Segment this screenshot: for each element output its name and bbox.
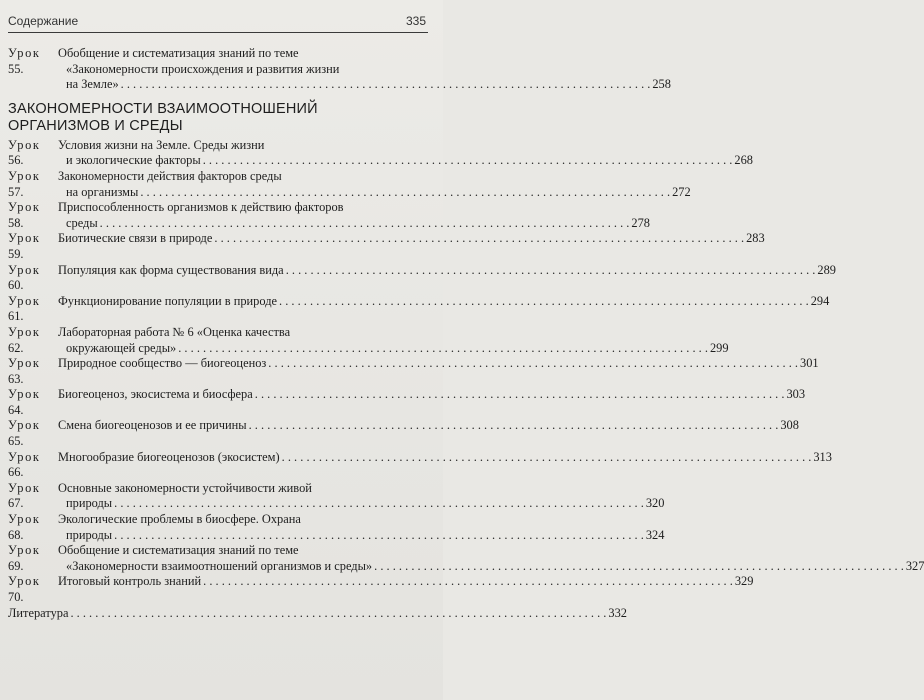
entry-title-last-line [58,559,924,575]
lesson-word: Урок [8,449,41,464]
lesson-label [8,294,58,325]
entry-title-line: Закономерности действия факторов среды [58,168,282,183]
entry-title-last-line [58,341,729,357]
entry-title-last-line [58,528,664,544]
lesson-number: 56. [8,153,24,168]
lesson-number: 66. [8,465,24,480]
dot-leader [282,450,812,466]
lesson-label [8,356,58,387]
entry-title [58,387,805,418]
entry-title-last-line [58,216,650,232]
entry-title [58,294,829,325]
entry-title-line: Экологические проблемы в биосфере. Охрана [58,512,301,527]
entry-title-line: Биогеоценоз, экосистема и биосфера [58,387,253,402]
lesson-number: 70. [8,590,24,604]
page-number: 299 [709,340,729,355]
toc-entry[interactable] [8,46,671,93]
lesson-label [8,138,58,169]
entry-title-last-line [58,153,753,169]
entry-title-line: «Закономерности происхождения и развития жизни [66,61,340,76]
entry-title-line: на организмы [66,184,139,199]
entry-title-line: природы [66,527,113,542]
dot-leader [70,606,606,622]
toc-entry[interactable] [8,262,836,294]
toc-entry[interactable] [8,200,650,231]
header-page-number: 335 [405,14,426,28]
toc-entry[interactable] [8,512,665,543]
entry-title-line: Биотические связи в природе [58,231,213,246]
lesson-label [8,543,58,574]
page-number: 329 [734,574,754,589]
entry-title-last-line [58,387,805,403]
entries-group-1 [8,46,671,93]
page-number: 327 [905,558,924,573]
entry-title-line: Смена биогеоценозов и ее причины [58,418,247,433]
running-header [8,14,426,28]
lesson-label [8,512,58,543]
entry-title-last-line [58,185,691,201]
lesson-word: Урок [8,168,41,183]
dot-leader [214,231,744,247]
page-number: 258 [652,77,671,92]
lesson-word: Урок [8,137,41,152]
toc-entry[interactable] [8,168,691,200]
toc-entry[interactable] [8,543,924,574]
dot-leader [100,216,630,232]
lesson-number: 62. [8,340,24,355]
entry-title-line: Природное сообщество — биогеоценоз [58,356,267,371]
page-number: 301 [800,356,819,371]
entry-title-line: Приспособленность организмов к действию факторов [58,200,344,215]
entry-title-line: Обобщение и систематизация знаний по теме [58,46,299,60]
lesson-number: 55. [8,61,24,76]
table-of-contents [8,46,924,621]
lesson-word: Урок [8,387,41,402]
entry-title-last-line [58,263,836,279]
entry-title-line: среды [66,215,98,230]
entry-title [58,418,799,449]
toc-entry[interactable] [8,293,830,325]
lesson-label [8,325,58,356]
page-number: 324 [645,527,665,542]
lesson-word: Урок [8,324,41,339]
page-number: 308 [780,418,799,433]
entry-title-line: Основные закономерности устойчивости живой [58,480,312,495]
lesson-number: 69. [8,558,24,573]
lesson-number: 57. [8,184,24,199]
entry-title-line: «Закономерности взаимоотношений организмов и среды» [66,558,373,573]
lesson-label [8,231,58,262]
lesson-label [8,418,58,449]
toc-entry[interactable] [8,356,819,387]
dot-leader [249,418,779,434]
entry-title-line: Условия жизни на Земле. Среды жизни [58,137,265,152]
entry-title-last-line [58,418,799,434]
entry-title-line: Итоговый контроль знаний [58,574,202,589]
entry-title [58,574,753,605]
literature-page: 332 [608,605,627,620]
page-number: 294 [810,293,830,308]
dot-leader [286,263,816,279]
entries-group-2 [8,137,924,606]
entry-title [58,46,671,93]
entry-title-line: Популяция как форма существования вида [58,262,284,277]
toc-entry[interactable] [8,324,729,356]
entry-title [58,325,729,356]
lesson-number: 58. [8,215,24,230]
lesson-label [8,46,58,93]
entry-title-line: окружающей среды» [66,340,177,355]
section-heading-line: ЗАКОНОМЕРНОСТИ ВЗАИМООТНОШЕНИЙ [8,100,318,117]
lesson-word: Урок [8,231,41,246]
entry-title-last-line [58,450,832,466]
toc-entry[interactable] [8,449,832,481]
page-number: 268 [734,153,753,168]
dot-leader [268,356,798,372]
lesson-word: Урок [8,356,41,371]
dot-leader [114,528,644,544]
entry-title [58,512,664,543]
dot-leader [279,294,809,310]
lesson-label [8,387,58,418]
lesson-number: 64. [8,402,24,417]
header-rule [8,32,428,33]
dot-leader [140,185,670,201]
page-number: 278 [631,215,650,230]
entry-title-line: и экологические факторы [66,153,201,168]
entry-title [58,481,664,512]
page-number: 272 [672,184,691,199]
entry-title [58,169,691,200]
toc-entry[interactable] [8,137,753,169]
lesson-number: 65. [8,434,24,449]
lesson-word: Урок [8,574,41,589]
lesson-word: Урок [8,293,41,308]
lesson-number: 61. [8,309,24,324]
entry-title-last-line [58,356,819,372]
entry-title-line: Лабораторная работа № 6 «Оценка качества [58,324,291,339]
lesson-number: 68. [8,527,24,542]
lesson-label [8,200,58,231]
entry-title-line: Обобщение и систематизация знаний по теме [58,543,299,558]
dot-leader [255,387,785,403]
lesson-label [8,450,58,481]
toc-entry[interactable] [8,574,754,605]
entry-title-line: природы [66,496,113,511]
entry-title [58,543,924,574]
toc-entry[interactable] [8,231,765,262]
entry-title-last-line [58,231,765,247]
lesson-word: Урок [8,543,41,558]
dot-leader [114,496,644,512]
page-number: 303 [786,387,806,402]
section-heading-line: ОРГАНИЗМОВ И СРЕДЫ [8,117,183,134]
entry-title-last-line [58,77,671,93]
entry-title-last-line [58,496,664,512]
entry-title [58,200,650,231]
lesson-word: Урок [8,200,41,215]
entry-title-line: на Земле» [66,77,119,92]
lesson-number: 59. [8,246,24,261]
lesson-label [8,263,58,294]
entry-title [58,231,765,262]
literature-entry[interactable] [8,605,627,622]
entry-title-last-line [58,574,753,590]
entry-title [58,138,753,169]
dot-leader [203,574,733,590]
lesson-label [8,481,58,512]
lesson-label [8,574,58,605]
dot-leader [121,77,651,93]
lesson-word: Урок [8,480,41,495]
toc-entry[interactable] [8,480,665,512]
lesson-word: Урок [8,418,41,433]
lesson-number: 67. [8,496,24,511]
lesson-number: 63. [8,371,24,386]
page-number: 320 [645,496,665,511]
lesson-word: Урок [8,512,41,527]
entry-title-last-line [58,294,829,310]
lesson-number: 60. [8,278,24,293]
header-title: Содержание [8,14,79,28]
entry-title-line: Функционирование популяции в природе [58,293,278,308]
lesson-word: Урок [8,46,41,60]
lesson-word: Урок [8,262,41,277]
literature-label: Литература [8,605,69,620]
toc-entry[interactable] [8,418,799,449]
page-number: 289 [817,262,836,277]
page-number: 313 [813,449,832,464]
toc-entry[interactable] [8,387,806,418]
section-heading [8,101,426,135]
lesson-label [8,169,58,200]
page-number: 283 [746,231,765,246]
entry-title [58,356,819,387]
entry-title [58,263,836,294]
entry-title [58,450,832,481]
entry-title-line: Многообразие биогеоценозов (экосистем) [58,449,280,464]
dot-leader [203,153,733,169]
dot-leader [374,559,904,575]
dot-leader [178,341,708,357]
